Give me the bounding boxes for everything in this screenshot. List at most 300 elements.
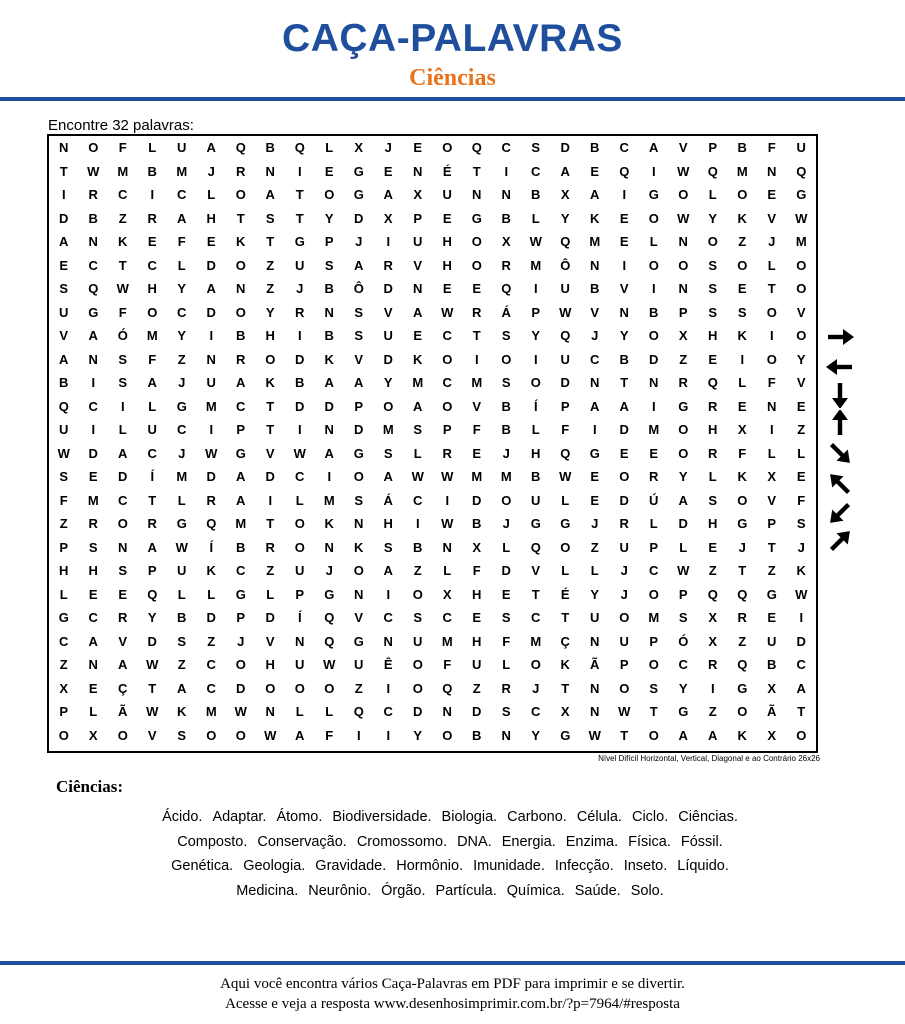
grid-letter[interactable]: A xyxy=(295,727,305,743)
grid-letter[interactable]: D xyxy=(118,469,128,484)
grid-letter[interactable]: S xyxy=(118,563,128,578)
grid-letter[interactable]: O xyxy=(678,257,689,273)
grid-letter[interactable]: Q xyxy=(58,398,69,414)
grid-letter[interactable]: G xyxy=(471,210,482,226)
grid-letter[interactable]: O xyxy=(737,492,748,508)
grid-letter[interactable]: O xyxy=(648,727,659,743)
grid-letter[interactable]: P xyxy=(531,304,541,320)
grid-letter[interactable]: Á xyxy=(383,492,393,508)
grid-letter[interactable]: L xyxy=(177,257,186,273)
grid-letter[interactable]: B xyxy=(147,163,157,179)
grid-letter[interactable]: T xyxy=(295,210,304,226)
grid-letter[interactable]: M xyxy=(205,704,217,719)
grid-letter[interactable]: D xyxy=(796,633,806,649)
grid-letter[interactable]: I xyxy=(445,492,450,508)
grid-letter[interactable]: J xyxy=(768,234,776,249)
grid-letter[interactable]: R xyxy=(737,610,747,625)
grid-letter[interactable]: W xyxy=(234,704,247,719)
grid-letter[interactable]: S xyxy=(59,281,69,296)
grid-letter[interactable]: S xyxy=(501,704,511,719)
grid-letter[interactable]: L xyxy=(325,140,334,155)
grid-letter[interactable]: D xyxy=(88,445,98,461)
grid-letter[interactable]: O xyxy=(796,281,807,296)
grid-letter[interactable]: W xyxy=(618,704,631,719)
grid-letter[interactable]: G xyxy=(353,187,364,202)
grid-letter[interactable]: Y xyxy=(678,680,688,696)
grid-letter[interactable]: Q xyxy=(619,163,630,179)
grid-letter[interactable]: M xyxy=(205,398,217,414)
grid-letter[interactable]: K xyxy=(737,469,747,484)
grid-letter[interactable]: K xyxy=(236,234,246,249)
grid-letter[interactable]: W xyxy=(441,469,454,484)
grid-letter[interactable]: U xyxy=(147,422,157,437)
grid-letter[interactable]: I xyxy=(327,469,332,484)
grid-letter[interactable]: P xyxy=(236,610,246,625)
grid-letter[interactable]: X xyxy=(501,234,511,249)
grid-letter[interactable]: K xyxy=(265,375,275,390)
grid-letter[interactable]: J xyxy=(384,140,392,155)
grid-letter[interactable]: Ú xyxy=(649,492,659,508)
grid-letter[interactable]: T xyxy=(148,680,157,696)
grid-letter[interactable]: M xyxy=(176,163,188,179)
grid-letter[interactable]: F xyxy=(118,304,127,320)
grid-letter[interactable]: W xyxy=(87,163,100,179)
grid-letter[interactable]: O xyxy=(530,657,541,672)
grid-letter[interactable]: I xyxy=(622,187,627,202)
grid-letter[interactable]: H xyxy=(59,563,69,578)
grid-letter[interactable]: L xyxy=(590,563,599,578)
grid-letter[interactable]: V xyxy=(472,398,482,414)
grid-letter[interactable]: S xyxy=(649,680,659,696)
grid-letter[interactable]: F xyxy=(148,351,157,367)
grid-letter[interactable]: E xyxy=(324,163,334,179)
grid-letter[interactable]: E xyxy=(590,163,600,179)
grid-letter[interactable]: Y xyxy=(531,328,541,343)
grid-letter[interactable]: J xyxy=(178,375,186,390)
grid-letter[interactable]: O xyxy=(471,257,482,273)
grid-letter[interactable]: O xyxy=(648,257,659,273)
grid-letter[interactable]: S xyxy=(177,633,187,649)
grid-letter[interactable]: S xyxy=(737,304,747,320)
grid-letter[interactable]: G xyxy=(678,398,689,414)
grid-letter[interactable]: R xyxy=(619,516,629,531)
grid-letter[interactable]: W xyxy=(677,563,690,578)
grid-letter[interactable]: W xyxy=(677,163,690,179)
grid-letter[interactable]: U xyxy=(177,140,187,155)
grid-letter[interactable]: Y xyxy=(324,210,334,226)
grid-letter[interactable]: Q xyxy=(560,234,571,249)
grid-letter[interactable]: O xyxy=(737,257,748,273)
grid-letter[interactable]: N xyxy=(590,680,600,696)
grid-letter[interactable]: O xyxy=(737,704,748,719)
grid-letter[interactable]: E xyxy=(442,281,452,296)
grid-letter[interactable]: O xyxy=(530,375,541,390)
grid-letter[interactable]: Ô xyxy=(560,257,571,273)
grid-letter[interactable]: Q xyxy=(88,281,99,296)
grid-letter[interactable]: T xyxy=(797,704,806,719)
grid-letter[interactable]: P xyxy=(324,234,334,249)
grid-letter[interactable]: O xyxy=(383,398,394,414)
grid-letter[interactable]: E xyxy=(767,610,777,625)
grid-letter[interactable]: I xyxy=(386,680,391,696)
grid-letter[interactable]: O xyxy=(147,304,158,320)
grid-letter[interactable]: M xyxy=(500,469,512,484)
grid-letter[interactable]: A xyxy=(324,375,334,390)
grid-letter[interactable]: Y xyxy=(560,210,570,226)
grid-letter[interactable]: S xyxy=(354,492,364,508)
grid-letter[interactable]: L xyxy=(325,704,334,719)
grid-letter[interactable]: D xyxy=(236,680,246,696)
grid-letter[interactable]: T xyxy=(118,257,127,273)
grid-letter[interactable]: L xyxy=(531,422,540,437)
grid-letter[interactable]: U xyxy=(767,633,777,649)
grid-letter[interactable]: K xyxy=(737,727,747,743)
grid-letter[interactable]: R xyxy=(383,257,393,273)
grid-letter[interactable]: J xyxy=(591,328,599,343)
grid-letter[interactable]: I xyxy=(209,328,214,343)
grid-letter[interactable]: K xyxy=(206,563,216,578)
grid-letter[interactable]: N xyxy=(472,187,482,202)
grid-letter[interactable]: L xyxy=(679,539,688,555)
grid-letter[interactable]: S xyxy=(383,539,393,555)
grid-letter[interactable]: I xyxy=(799,610,804,625)
grid-letter[interactable]: X xyxy=(708,610,718,625)
grid-letter[interactable]: Q xyxy=(560,328,571,343)
grid-letter[interactable]: Y xyxy=(796,351,806,367)
grid-letter[interactable]: S xyxy=(501,375,511,390)
grid-letter[interactable]: L xyxy=(708,469,717,484)
grid-letter[interactable]: I xyxy=(209,422,214,437)
grid-letter[interactable]: Q xyxy=(324,633,335,649)
grid-letter[interactable]: E xyxy=(619,234,629,249)
grid-letter[interactable]: L xyxy=(177,586,186,602)
grid-letter[interactable]: B xyxy=(265,140,275,155)
grid-letter[interactable]: F xyxy=(118,140,127,155)
grid-letter[interactable]: B xyxy=(501,210,511,226)
grid-letter[interactable]: G xyxy=(176,398,187,414)
grid-letter[interactable]: O xyxy=(648,586,659,602)
grid-letter[interactable]: O xyxy=(442,351,453,367)
grid-letter[interactable]: S xyxy=(501,610,511,625)
grid-letter[interactable]: O xyxy=(117,516,128,531)
grid-letter[interactable]: C xyxy=(531,610,541,625)
grid-letter[interactable]: D xyxy=(649,351,659,367)
grid-letter[interactable]: I xyxy=(297,422,302,437)
grid-letter[interactable]: M xyxy=(648,422,660,437)
grid-letter[interactable]: V xyxy=(354,610,364,625)
grid-letter[interactable]: Q xyxy=(796,163,807,179)
grid-letter[interactable]: C xyxy=(383,704,393,719)
grid-letter[interactable]: Q xyxy=(707,586,718,602)
grid-letter[interactable]: K xyxy=(324,516,334,531)
grid-letter[interactable]: K xyxy=(796,563,806,578)
grid-letter[interactable]: A xyxy=(383,187,393,202)
grid-letter[interactable]: K xyxy=(118,234,128,249)
grid-letter[interactable]: O xyxy=(501,351,512,367)
grid-letter[interactable]: V xyxy=(265,445,275,461)
grid-letter[interactable]: A xyxy=(147,375,157,390)
grid-letter[interactable]: I xyxy=(651,163,656,179)
grid-letter[interactable]: C xyxy=(501,140,511,155)
grid-letter[interactable]: L xyxy=(531,210,540,226)
grid-letter[interactable]: P xyxy=(767,516,777,531)
grid-letter[interactable]: I xyxy=(622,257,627,273)
grid-letter[interactable]: N xyxy=(354,516,364,531)
grid-letter[interactable]: W xyxy=(146,657,159,672)
grid-letter[interactable]: D xyxy=(560,140,570,155)
grid-letter[interactable]: A xyxy=(236,469,246,484)
grid-letter[interactable]: I xyxy=(297,163,302,179)
grid-letter[interactable]: C xyxy=(678,657,688,672)
grid-letter[interactable]: O xyxy=(353,563,364,578)
grid-letter[interactable]: D xyxy=(619,422,629,437)
grid-letter[interactable]: N xyxy=(383,633,393,649)
grid-letter[interactable]: E xyxy=(619,445,629,461)
grid-letter[interactable]: O xyxy=(235,304,246,320)
grid-letter[interactable]: P xyxy=(59,704,69,719)
grid-letter[interactable]: J xyxy=(502,516,510,531)
grid-letter[interactable]: Ê xyxy=(383,657,393,672)
grid-letter[interactable]: Z xyxy=(266,563,275,578)
grid-letter[interactable]: O xyxy=(678,422,689,437)
grid-letter[interactable]: I xyxy=(91,375,96,390)
grid-letter[interactable]: R xyxy=(88,187,98,202)
grid-letter[interactable]: G xyxy=(58,610,69,625)
grid-letter[interactable]: E xyxy=(413,328,423,343)
grid-letter[interactable]: Ã xyxy=(118,704,128,719)
grid-letter[interactable]: R xyxy=(206,492,216,508)
grid-letter[interactable]: R xyxy=(265,539,275,555)
grid-letter[interactable]: E xyxy=(118,586,128,602)
grid-letter[interactable]: E xyxy=(649,445,659,461)
grid-letter[interactable]: A xyxy=(324,445,334,461)
grid-letter[interactable]: E xyxy=(88,586,98,602)
grid-letter[interactable]: S xyxy=(88,539,98,555)
grid-letter[interactable]: R xyxy=(442,445,452,461)
grid-letter[interactable]: B xyxy=(590,140,600,155)
grid-letter[interactable]: X xyxy=(767,469,777,484)
grid-letter[interactable]: N xyxy=(442,539,452,555)
grid-letter[interactable]: S xyxy=(678,610,688,625)
grid-letter[interactable]: L xyxy=(295,492,304,508)
grid-letter[interactable]: C xyxy=(590,351,600,367)
grid-letter[interactable]: W xyxy=(323,657,336,672)
grid-letter[interactable]: F xyxy=(443,657,452,672)
grid-letter[interactable]: S xyxy=(708,304,718,320)
grid-letter[interactable]: K xyxy=(177,704,187,719)
grid-letter[interactable]: C xyxy=(236,398,246,414)
grid-letter[interactable]: V xyxy=(796,375,806,390)
grid-letter[interactable]: G xyxy=(235,586,246,602)
grid-letter[interactable]: O xyxy=(265,351,276,367)
grid-letter[interactable]: R xyxy=(708,398,718,414)
grid-letter[interactable]: R xyxy=(501,680,511,696)
grid-letter[interactable]: B xyxy=(295,375,305,390)
grid-letter[interactable]: O xyxy=(412,680,423,696)
grid-letter[interactable]: P xyxy=(442,422,452,437)
grid-letter[interactable]: Q xyxy=(707,163,718,179)
grid-letter[interactable]: I xyxy=(769,328,774,343)
grid-letter[interactable]: B xyxy=(59,375,69,390)
grid-letter[interactable]: N xyxy=(118,539,128,555)
grid-letter[interactable]: G xyxy=(648,187,659,202)
grid-letter[interactable]: C xyxy=(177,187,187,202)
grid-letter[interactable]: D xyxy=(383,351,393,367)
grid-letter[interactable]: C xyxy=(442,610,452,625)
grid-letter[interactable]: Z xyxy=(177,657,186,672)
grid-letter[interactable]: M xyxy=(87,492,99,508)
grid-letter[interactable]: Q xyxy=(206,516,217,531)
grid-letter[interactable]: G xyxy=(530,516,541,531)
grid-letter[interactable]: O xyxy=(117,727,128,743)
grid-letter[interactable]: N xyxy=(678,281,688,296)
grid-letter[interactable]: B xyxy=(590,281,600,296)
grid-letter[interactable]: I xyxy=(386,234,391,249)
grid-letter[interactable]: A xyxy=(88,328,98,343)
grid-letter[interactable]: A xyxy=(206,281,216,296)
grid-letter[interactable]: N xyxy=(649,375,659,390)
grid-letter[interactable]: D xyxy=(206,610,216,625)
grid-letter[interactable]: G xyxy=(589,445,600,461)
grid-letter[interactable]: C xyxy=(649,563,659,578)
grid-letter[interactable]: X xyxy=(472,539,482,555)
grid-letter[interactable]: M xyxy=(382,422,394,437)
grid-letter[interactable]: Í xyxy=(150,469,155,484)
grid-letter[interactable]: P xyxy=(560,398,570,414)
grid-letter[interactable]: I xyxy=(504,163,509,179)
grid-letter[interactable]: K xyxy=(324,351,334,367)
grid-letter[interactable]: O xyxy=(442,398,453,414)
grid-letter[interactable]: A xyxy=(796,680,806,696)
grid-letter[interactable]: X xyxy=(88,727,98,743)
grid-letter[interactable]: B xyxy=(472,516,482,531)
grid-letter[interactable]: Z xyxy=(266,281,275,296)
grid-letter[interactable]: A xyxy=(147,539,157,555)
grid-letter[interactable]: O xyxy=(796,328,807,343)
grid-letter[interactable]: D xyxy=(206,304,216,320)
grid-letter[interactable]: U xyxy=(295,257,305,273)
grid-letter[interactable]: G xyxy=(353,163,364,179)
grid-letter[interactable]: Q xyxy=(147,586,158,602)
grid-letter[interactable]: Q xyxy=(471,140,482,155)
grid-letter[interactable]: Z xyxy=(207,633,216,649)
grid-letter[interactable]: N xyxy=(678,234,688,249)
grid-letter[interactable]: O xyxy=(235,657,246,672)
grid-letter[interactable]: C xyxy=(88,398,98,414)
grid-letter[interactable]: Í xyxy=(297,610,302,625)
grid-letter[interactable]: O xyxy=(619,469,630,484)
grid-letter[interactable]: E xyxy=(206,234,216,249)
grid-letter[interactable]: W xyxy=(116,281,129,296)
grid-letter[interactable]: T xyxy=(266,516,275,531)
grid-letter[interactable]: N xyxy=(413,281,423,296)
grid-letter[interactable]: N xyxy=(590,633,600,649)
grid-letter[interactable]: T xyxy=(266,398,275,414)
grid-letter[interactable]: V xyxy=(383,304,393,320)
grid-letter[interactable]: A xyxy=(177,210,187,226)
grid-letter[interactable]: Q xyxy=(324,610,335,625)
grid-letter[interactable]: F xyxy=(472,422,481,437)
grid-letter[interactable]: L xyxy=(89,704,98,719)
grid-letter[interactable]: U xyxy=(619,539,629,555)
grid-letter[interactable]: A xyxy=(118,657,128,672)
grid-letter[interactable]: J xyxy=(591,516,599,531)
grid-letter[interactable]: V xyxy=(619,281,629,296)
grid-letter[interactable]: B xyxy=(649,304,659,320)
grid-letter[interactable]: H xyxy=(472,633,482,649)
grid-letter[interactable]: L xyxy=(295,704,304,719)
grid-letter[interactable]: L xyxy=(266,586,275,602)
grid-letter[interactable]: O xyxy=(412,586,423,602)
grid-letter[interactable]: Z xyxy=(679,351,688,367)
grid-letter[interactable]: Q xyxy=(737,657,748,672)
grid-letter[interactable]: R xyxy=(236,163,246,179)
grid-letter[interactable]: E xyxy=(708,539,718,555)
grid-letter[interactable]: G xyxy=(678,704,689,719)
grid-letter[interactable]: É xyxy=(442,163,452,179)
grid-letter[interactable]: I xyxy=(415,516,420,531)
grid-letter[interactable]: B xyxy=(236,539,246,555)
grid-letter[interactable]: V xyxy=(413,257,423,273)
grid-letter[interactable]: I xyxy=(710,680,715,696)
grid-letter[interactable]: N xyxy=(324,422,334,437)
grid-letter[interactable]: W xyxy=(795,586,808,602)
grid-letter[interactable]: Q xyxy=(442,680,453,696)
grid-letter[interactable]: D xyxy=(413,704,423,719)
grid-letter[interactable]: A xyxy=(354,375,364,390)
grid-letter[interactable]: E xyxy=(88,680,98,696)
grid-letter[interactable]: R xyxy=(649,469,659,484)
grid-letter[interactable]: X xyxy=(678,328,688,343)
grid-letter[interactable]: S xyxy=(413,610,423,625)
grid-letter[interactable]: Z xyxy=(472,680,481,696)
grid-letter[interactable]: E xyxy=(472,445,482,461)
grid-letter[interactable]: J xyxy=(532,680,540,696)
grid-letter[interactable]: U xyxy=(59,304,69,320)
grid-letter[interactable]: F xyxy=(59,492,68,508)
grid-letter[interactable]: C xyxy=(118,187,128,202)
grid-letter[interactable]: D xyxy=(354,422,364,437)
grid-letter[interactable]: S xyxy=(708,492,718,508)
grid-letter[interactable]: Y xyxy=(177,328,187,343)
grid-letter[interactable]: Z xyxy=(738,633,747,649)
grid-letter[interactable]: G xyxy=(88,304,99,320)
grid-letter[interactable]: P xyxy=(678,586,688,602)
grid-letter[interactable]: R xyxy=(472,304,482,320)
grid-letter[interactable]: H xyxy=(708,328,718,343)
grid-letter[interactable]: A xyxy=(649,140,659,155)
grid-letter[interactable]: K xyxy=(737,210,747,226)
grid-letter[interactable]: C xyxy=(442,328,452,343)
grid-letter[interactable]: A xyxy=(590,398,600,414)
grid-letter[interactable]: W xyxy=(264,727,277,743)
grid-letter[interactable]: E xyxy=(472,281,482,296)
grid-letter[interactable]: K xyxy=(413,351,423,367)
grid-letter[interactable]: U xyxy=(442,187,452,202)
grid-letter[interactable]: J xyxy=(237,633,245,649)
grid-letter[interactable]: I xyxy=(386,586,391,602)
grid-letter[interactable]: Q xyxy=(235,140,246,155)
grid-letter[interactable]: C xyxy=(295,469,305,484)
grid-letter[interactable]: P xyxy=(59,539,69,555)
grid-letter[interactable]: T xyxy=(266,422,275,437)
grid-letter[interactable]: O xyxy=(648,210,659,226)
grid-letter[interactable]: H xyxy=(88,563,98,578)
grid-letter[interactable]: I xyxy=(91,422,96,437)
grid-letter[interactable]: T xyxy=(148,492,157,508)
grid-letter[interactable]: G xyxy=(353,445,364,461)
grid-letter[interactable]: Z xyxy=(797,422,806,437)
